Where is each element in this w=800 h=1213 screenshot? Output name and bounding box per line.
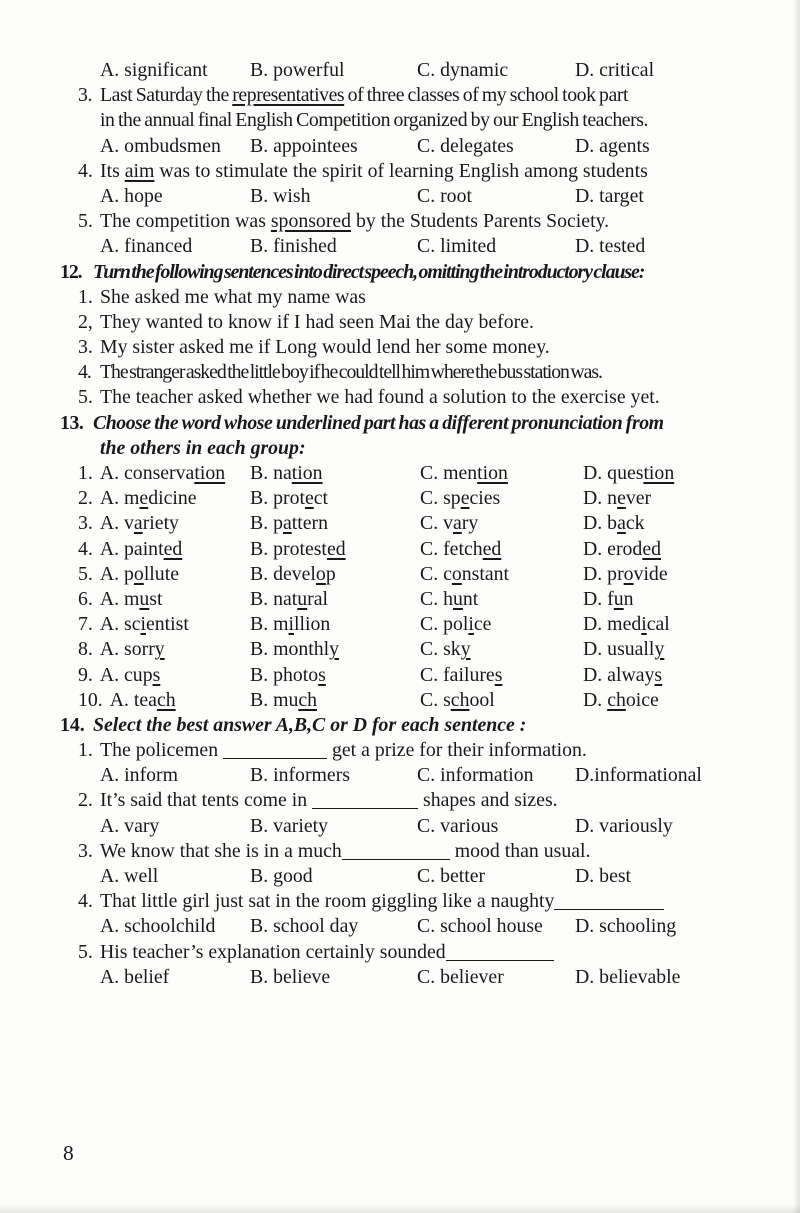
pronunciation-row <box>60 511 750 536</box>
underlined-part: a <box>617 512 626 535</box>
options-row <box>60 234 750 259</box>
option-text: A. tea <box>109 688 157 711</box>
scan-edge-right <box>792 0 800 1213</box>
option-text: D. n <box>583 487 618 510</box>
option-text: C. sk <box>420 638 461 661</box>
option-text: C. s <box>420 688 451 711</box>
sentence-text: shapes and sizes. <box>418 789 558 812</box>
item-text <box>100 311 534 333</box>
answer-blank <box>312 792 418 810</box>
item-number: 2, <box>78 310 93 333</box>
option-text: A. cup <box>99 663 153 686</box>
pron-option-b <box>250 688 317 713</box>
option-text: cies <box>469 487 501 510</box>
item-number: 4. <box>78 361 91 384</box>
option-text: B. monthl <box>250 638 330 661</box>
option-text: C. v <box>420 512 453 535</box>
underlined-part: s <box>318 663 326 686</box>
underlined-part: o <box>623 562 634 585</box>
pronunciation-row <box>60 663 750 688</box>
exercise-content <box>60 58 750 990</box>
option-text: ver <box>625 487 652 510</box>
sentence-text: mood than usual. <box>449 839 591 862</box>
option-text: D. pr <box>583 562 624 585</box>
pron-option-c <box>420 461 508 486</box>
option-text: p <box>325 562 336 585</box>
pron-option-c <box>420 562 509 587</box>
options-row <box>60 965 750 990</box>
sentence-text: Last Saturday the <box>100 84 233 107</box>
item-text <box>100 386 660 408</box>
pron-option-d <box>583 688 659 713</box>
option-text: C. c <box>420 562 452 585</box>
underlined-part: u <box>139 587 150 610</box>
option-d: D. agents <box>575 134 650 157</box>
sentence-text: The policemen <box>100 739 224 762</box>
option-d: D. schooling <box>575 915 677 938</box>
pron-option-a <box>100 613 189 635</box>
option-text: B. photo <box>250 663 319 686</box>
pron-option-b <box>250 511 328 536</box>
pron-option-b <box>250 562 336 587</box>
sentence-text: get a prize for their information. <box>327 739 587 762</box>
option-text: C. sp <box>420 487 461 510</box>
pron-option-a <box>100 538 182 560</box>
pronunciation-row <box>60 486 750 511</box>
option-text: C. fetch <box>420 537 483 560</box>
item-text <box>100 840 590 862</box>
underlined-part: a <box>452 512 462 535</box>
section-heading <box>60 713 750 738</box>
option-text: D. ques <box>583 462 644 484</box>
option-text: vide <box>633 562 668 585</box>
page-number: 8 <box>63 1141 74 1165</box>
item-text <box>100 890 664 912</box>
pron-option-a <box>100 588 163 610</box>
pron-option-b <box>250 537 346 562</box>
item-number: 1. <box>78 739 93 762</box>
sentence-text: My sister asked me if Long would lend her some money. <box>100 336 550 359</box>
sentence-text: was to stimulate the spirit of learning English among students <box>154 159 648 182</box>
option-text: D. med <box>583 613 642 636</box>
item-text <box>100 336 550 358</box>
item-text <box>100 361 602 383</box>
underlined-part: u <box>613 587 624 610</box>
underlined-part: ed <box>326 537 346 560</box>
pron-option-d <box>583 511 645 536</box>
pron-option-a <box>100 462 225 484</box>
underlined-part: s <box>152 663 161 686</box>
pronunciation-row <box>60 637 750 662</box>
item-number: 5. <box>78 210 93 233</box>
pron-option-a <box>110 689 176 711</box>
sentence-text: It’s said that tents come in <box>100 789 313 812</box>
underlined-part: o <box>451 562 462 585</box>
option-b: B. variety <box>250 814 329 837</box>
exercise-item <box>60 83 750 108</box>
item-text <box>100 109 648 131</box>
option-text: nstant <box>461 562 510 585</box>
exercise-item <box>60 159 750 184</box>
underlined-word: aim <box>124 159 155 182</box>
option-text: A. m <box>99 487 140 510</box>
option-text: D. usuall <box>583 638 655 661</box>
item-number: 3. <box>78 839 93 862</box>
option-c: C. believer <box>417 965 504 988</box>
exercise-item <box>60 940 750 965</box>
item-number: 3. <box>78 512 93 535</box>
pron-option-d <box>583 663 662 688</box>
item-number: 5. <box>78 940 93 963</box>
underlined-part: tion <box>194 462 226 484</box>
option-text: ral <box>307 587 329 610</box>
pron-option-a <box>100 512 179 534</box>
options-row <box>60 864 750 889</box>
option-d: D. critical <box>575 59 655 81</box>
item-number: 3. <box>78 336 93 359</box>
item-text <box>100 160 648 182</box>
sentence-text: of three classes of my school took part <box>344 84 628 107</box>
pron-option-c <box>420 612 491 637</box>
pron-option-b <box>250 663 326 688</box>
option-text: ttern <box>291 512 329 535</box>
exercise-item <box>60 360 750 385</box>
item-number: 5. <box>78 562 93 585</box>
underlined-part: e <box>460 487 470 510</box>
section-title: Turn the following sentences into direct speech, omitting the introductory clause: <box>93 260 645 283</box>
sentence-text: Its <box>100 159 125 182</box>
section-number: 12. <box>60 260 82 283</box>
sentence-text: She asked me what my name was <box>100 285 366 308</box>
exercise-item <box>60 385 750 410</box>
pron-option-a <box>100 487 197 509</box>
sentence-text: They wanted to know if I had seen Mai the day before. <box>100 310 534 333</box>
sentence-text: by the Students Parents Society. <box>351 210 610 233</box>
answer-blank <box>446 943 554 961</box>
underlined-part: e <box>139 487 149 510</box>
option-text: D. erod <box>583 537 643 560</box>
option-a: A. hope <box>100 184 163 207</box>
option-text: D. <box>583 688 608 711</box>
section-number: 14. <box>60 713 85 736</box>
option-a: A. significant <box>100 59 208 81</box>
option-a: A. financed <box>100 235 193 258</box>
pron-option-b <box>250 587 328 612</box>
option-text: A. conserva <box>99 462 195 484</box>
underlined-part: tion <box>643 462 675 484</box>
option-text: C. failure <box>420 663 495 686</box>
exercise-item <box>60 738 750 763</box>
option-d: D.informational <box>575 764 702 787</box>
scan-edge-bottom <box>0 1204 800 1213</box>
item-number: 2. <box>78 487 93 510</box>
underlined-part: y <box>654 638 665 661</box>
answer-blank <box>342 842 450 860</box>
item-number: 1. <box>78 285 93 308</box>
sentence-text: We know that she is in a much <box>100 839 342 862</box>
pron-option-d <box>583 612 670 637</box>
item-number: 4. <box>78 537 93 560</box>
option-text: D. f <box>583 587 614 610</box>
option-text: C. pol <box>420 613 469 636</box>
pron-option-d <box>583 637 664 662</box>
sentence-text: That little girl just sat in the room giggling like a naughty <box>100 890 555 913</box>
option-text: ry <box>461 512 479 535</box>
underlined-word: sponsored <box>270 210 352 233</box>
option-b: B. wish <box>250 184 311 207</box>
pron-option-b <box>250 461 323 486</box>
pronunciation-row <box>60 537 750 562</box>
exercise-item <box>60 285 750 310</box>
section-title: Choose the word whose underlined part has a different pronunciation from <box>93 411 664 434</box>
pron-option-d <box>583 587 634 612</box>
option-text: st <box>149 587 163 610</box>
pron-option-b <box>250 612 330 637</box>
underlined-part: i <box>140 613 146 636</box>
options-row <box>60 134 750 159</box>
item-text <box>100 739 587 761</box>
options-row <box>60 914 750 939</box>
pron-option-d <box>583 562 668 587</box>
pron-option-d <box>583 486 651 511</box>
section-heading <box>60 260 750 285</box>
underlined-part: a <box>282 512 292 535</box>
option-text: cal <box>646 613 670 636</box>
options-row <box>60 58 750 83</box>
option-text: B. protest <box>250 537 327 560</box>
option-text: A. v <box>99 512 134 535</box>
options-row <box>60 814 750 839</box>
option-text: llion <box>293 613 331 636</box>
underlined-part: ch <box>156 688 176 711</box>
item-number: 1. <box>78 462 93 484</box>
section-number: 13. <box>60 411 84 434</box>
option-a: A. belief <box>100 965 170 988</box>
option-a: A. vary <box>100 814 160 837</box>
item-number: 7. <box>78 613 93 636</box>
underlined-part: a <box>133 512 143 535</box>
option-text: ck <box>625 512 645 535</box>
exercise-item <box>60 209 750 234</box>
section-title-continuation: the others in each group: <box>100 436 306 459</box>
underlined-part: ed <box>642 537 661 560</box>
option-text: A. paint <box>99 537 164 560</box>
option-d: D. best <box>575 865 632 887</box>
option-text: D. alway <box>583 663 655 686</box>
option-text: D. b <box>583 512 618 535</box>
option-text: B. na <box>250 462 292 484</box>
section-title: Select the best answer A,B,C or D for each sentence : <box>93 713 527 736</box>
pron-option-a <box>100 664 160 686</box>
pron-option-c <box>420 486 500 511</box>
underlined-part: u <box>297 587 308 610</box>
option-text: C. h <box>420 587 453 610</box>
pron-option-c <box>420 637 471 662</box>
option-text: B. nat <box>250 587 298 610</box>
underlined-part: ed <box>163 537 183 560</box>
option-b: B. powerful <box>250 59 345 81</box>
item-number: 2. <box>78 789 93 812</box>
pron-option-c <box>420 688 495 713</box>
option-a: A. ombudsmen <box>100 134 221 157</box>
item-number: 4. <box>78 159 93 182</box>
underlined-part: i <box>641 613 647 636</box>
pronunciation-row <box>60 461 750 486</box>
sentence-text: The stranger asked the little boy if he could tell him where the bus station was. <box>100 361 602 384</box>
option-text: B. m <box>250 613 289 636</box>
option-text: oice <box>625 688 659 711</box>
option-c: C. delegates <box>417 134 514 157</box>
answer-blank <box>223 741 327 759</box>
options-row <box>60 184 750 209</box>
underlined-part: ch <box>298 688 318 711</box>
pron-option-a <box>100 563 179 585</box>
underlined-part: o <box>315 562 326 585</box>
pron-option-d <box>583 537 661 562</box>
option-b: B. believe <box>250 965 331 988</box>
option-b: B. finished <box>250 235 337 258</box>
pronunciation-row <box>60 587 750 612</box>
option-text: B. devel <box>250 562 316 585</box>
option-d: D. variously <box>575 814 673 837</box>
item-number: 3. <box>78 84 92 107</box>
option-a: A. inform <box>100 764 179 787</box>
option-a: A. schoolchild <box>100 915 216 938</box>
option-d: D. believable <box>575 965 681 988</box>
item-text <box>100 84 628 106</box>
option-text: riety <box>142 512 179 535</box>
option-text: A. sc <box>99 613 141 636</box>
option-text: n <box>623 587 634 610</box>
underlined-part: e <box>304 487 314 510</box>
option-b: B. informers <box>250 764 350 787</box>
option-b: B. good <box>250 865 313 887</box>
pron-option-c <box>420 587 478 612</box>
sentence-text: The competition was <box>100 210 271 233</box>
options-row <box>60 763 750 788</box>
option-text: A. sorr <box>99 638 155 661</box>
pron-option-b <box>250 486 328 511</box>
option-text: nt <box>462 587 479 610</box>
underlined-part: s <box>494 663 503 686</box>
option-text: A. p <box>99 562 134 585</box>
exercise-item <box>60 310 750 335</box>
underlined-part: y <box>460 638 471 661</box>
item-number: 9. <box>78 663 93 686</box>
underlined-part: ch <box>607 688 626 711</box>
option-text: B. mu <box>250 688 299 711</box>
option-c: C. various <box>417 814 499 837</box>
item-text <box>100 941 554 963</box>
underlined-part: tion <box>477 462 508 484</box>
exercise-item <box>60 335 750 360</box>
exercise-item <box>60 839 750 864</box>
underlined-part: u <box>452 587 463 610</box>
option-text: ool <box>469 688 495 711</box>
option-d: D. target <box>575 184 644 207</box>
pron-option-c <box>420 537 501 562</box>
underlined-part: i <box>288 613 294 636</box>
option-c: C. information <box>417 764 534 787</box>
pronunciation-row <box>60 562 750 587</box>
underlined-part: tion <box>291 462 323 484</box>
underlined-part: ed <box>482 537 502 560</box>
sentence-text: in the annual final English Competition organized by our English teachers. <box>100 109 648 132</box>
option-text: entist <box>146 613 189 636</box>
pron-option-a <box>100 638 165 660</box>
item-continuation <box>60 108 750 133</box>
underlined-part: e <box>617 487 626 510</box>
item-text <box>100 286 366 308</box>
option-b: B. appointees <box>250 134 358 157</box>
underlined-part: o <box>133 562 144 585</box>
underlined-word: representatives <box>232 84 345 107</box>
option-text: B. p <box>250 512 283 535</box>
item-number: 10. <box>78 688 103 711</box>
sentence-text: The teacher asked whether we had found a solution to the exercise yet. <box>100 386 660 409</box>
pron-option-c <box>420 663 502 688</box>
underlined-part: s <box>654 663 663 686</box>
underlined-part: y <box>329 638 340 661</box>
option-text: ct <box>313 487 329 510</box>
option-text: ce <box>473 613 492 636</box>
underlined-part: ch <box>450 688 470 711</box>
option-c: C. school house <box>417 915 543 938</box>
sentence-text: His teacher’s explanation certainly sounded <box>100 940 446 963</box>
exercise-item <box>60 788 750 813</box>
section-heading <box>60 411 750 436</box>
item-text <box>100 789 558 811</box>
option-d: D. tested <box>575 235 646 258</box>
option-text: A. m <box>99 587 140 610</box>
exercise-item <box>60 889 750 914</box>
option-c: C. better <box>417 865 486 887</box>
option-text: B. prot <box>250 487 305 510</box>
pronunciation-row <box>60 612 750 637</box>
option-b: B. school day <box>250 915 359 938</box>
pron-option-c <box>420 511 478 536</box>
option-c: C. limited <box>417 235 497 258</box>
pronunciation-row <box>60 688 750 713</box>
underlined-part: y <box>154 638 165 661</box>
item-number: 5. <box>78 386 93 409</box>
item-number: 4. <box>78 890 93 913</box>
option-c: C. root <box>417 184 472 207</box>
item-text <box>100 210 609 232</box>
option-c: C. dynamic <box>417 59 509 81</box>
item-number: 8. <box>78 638 93 661</box>
option-text: llute <box>143 562 179 585</box>
answer-blank <box>554 892 664 910</box>
option-text: dicine <box>148 487 197 510</box>
pron-option-b <box>250 637 339 662</box>
pron-option-d <box>583 461 674 486</box>
option-a: A. well <box>100 865 159 887</box>
underlined-part: i <box>468 613 474 636</box>
item-number: 6. <box>78 587 93 610</box>
option-text: C. men <box>420 462 478 484</box>
